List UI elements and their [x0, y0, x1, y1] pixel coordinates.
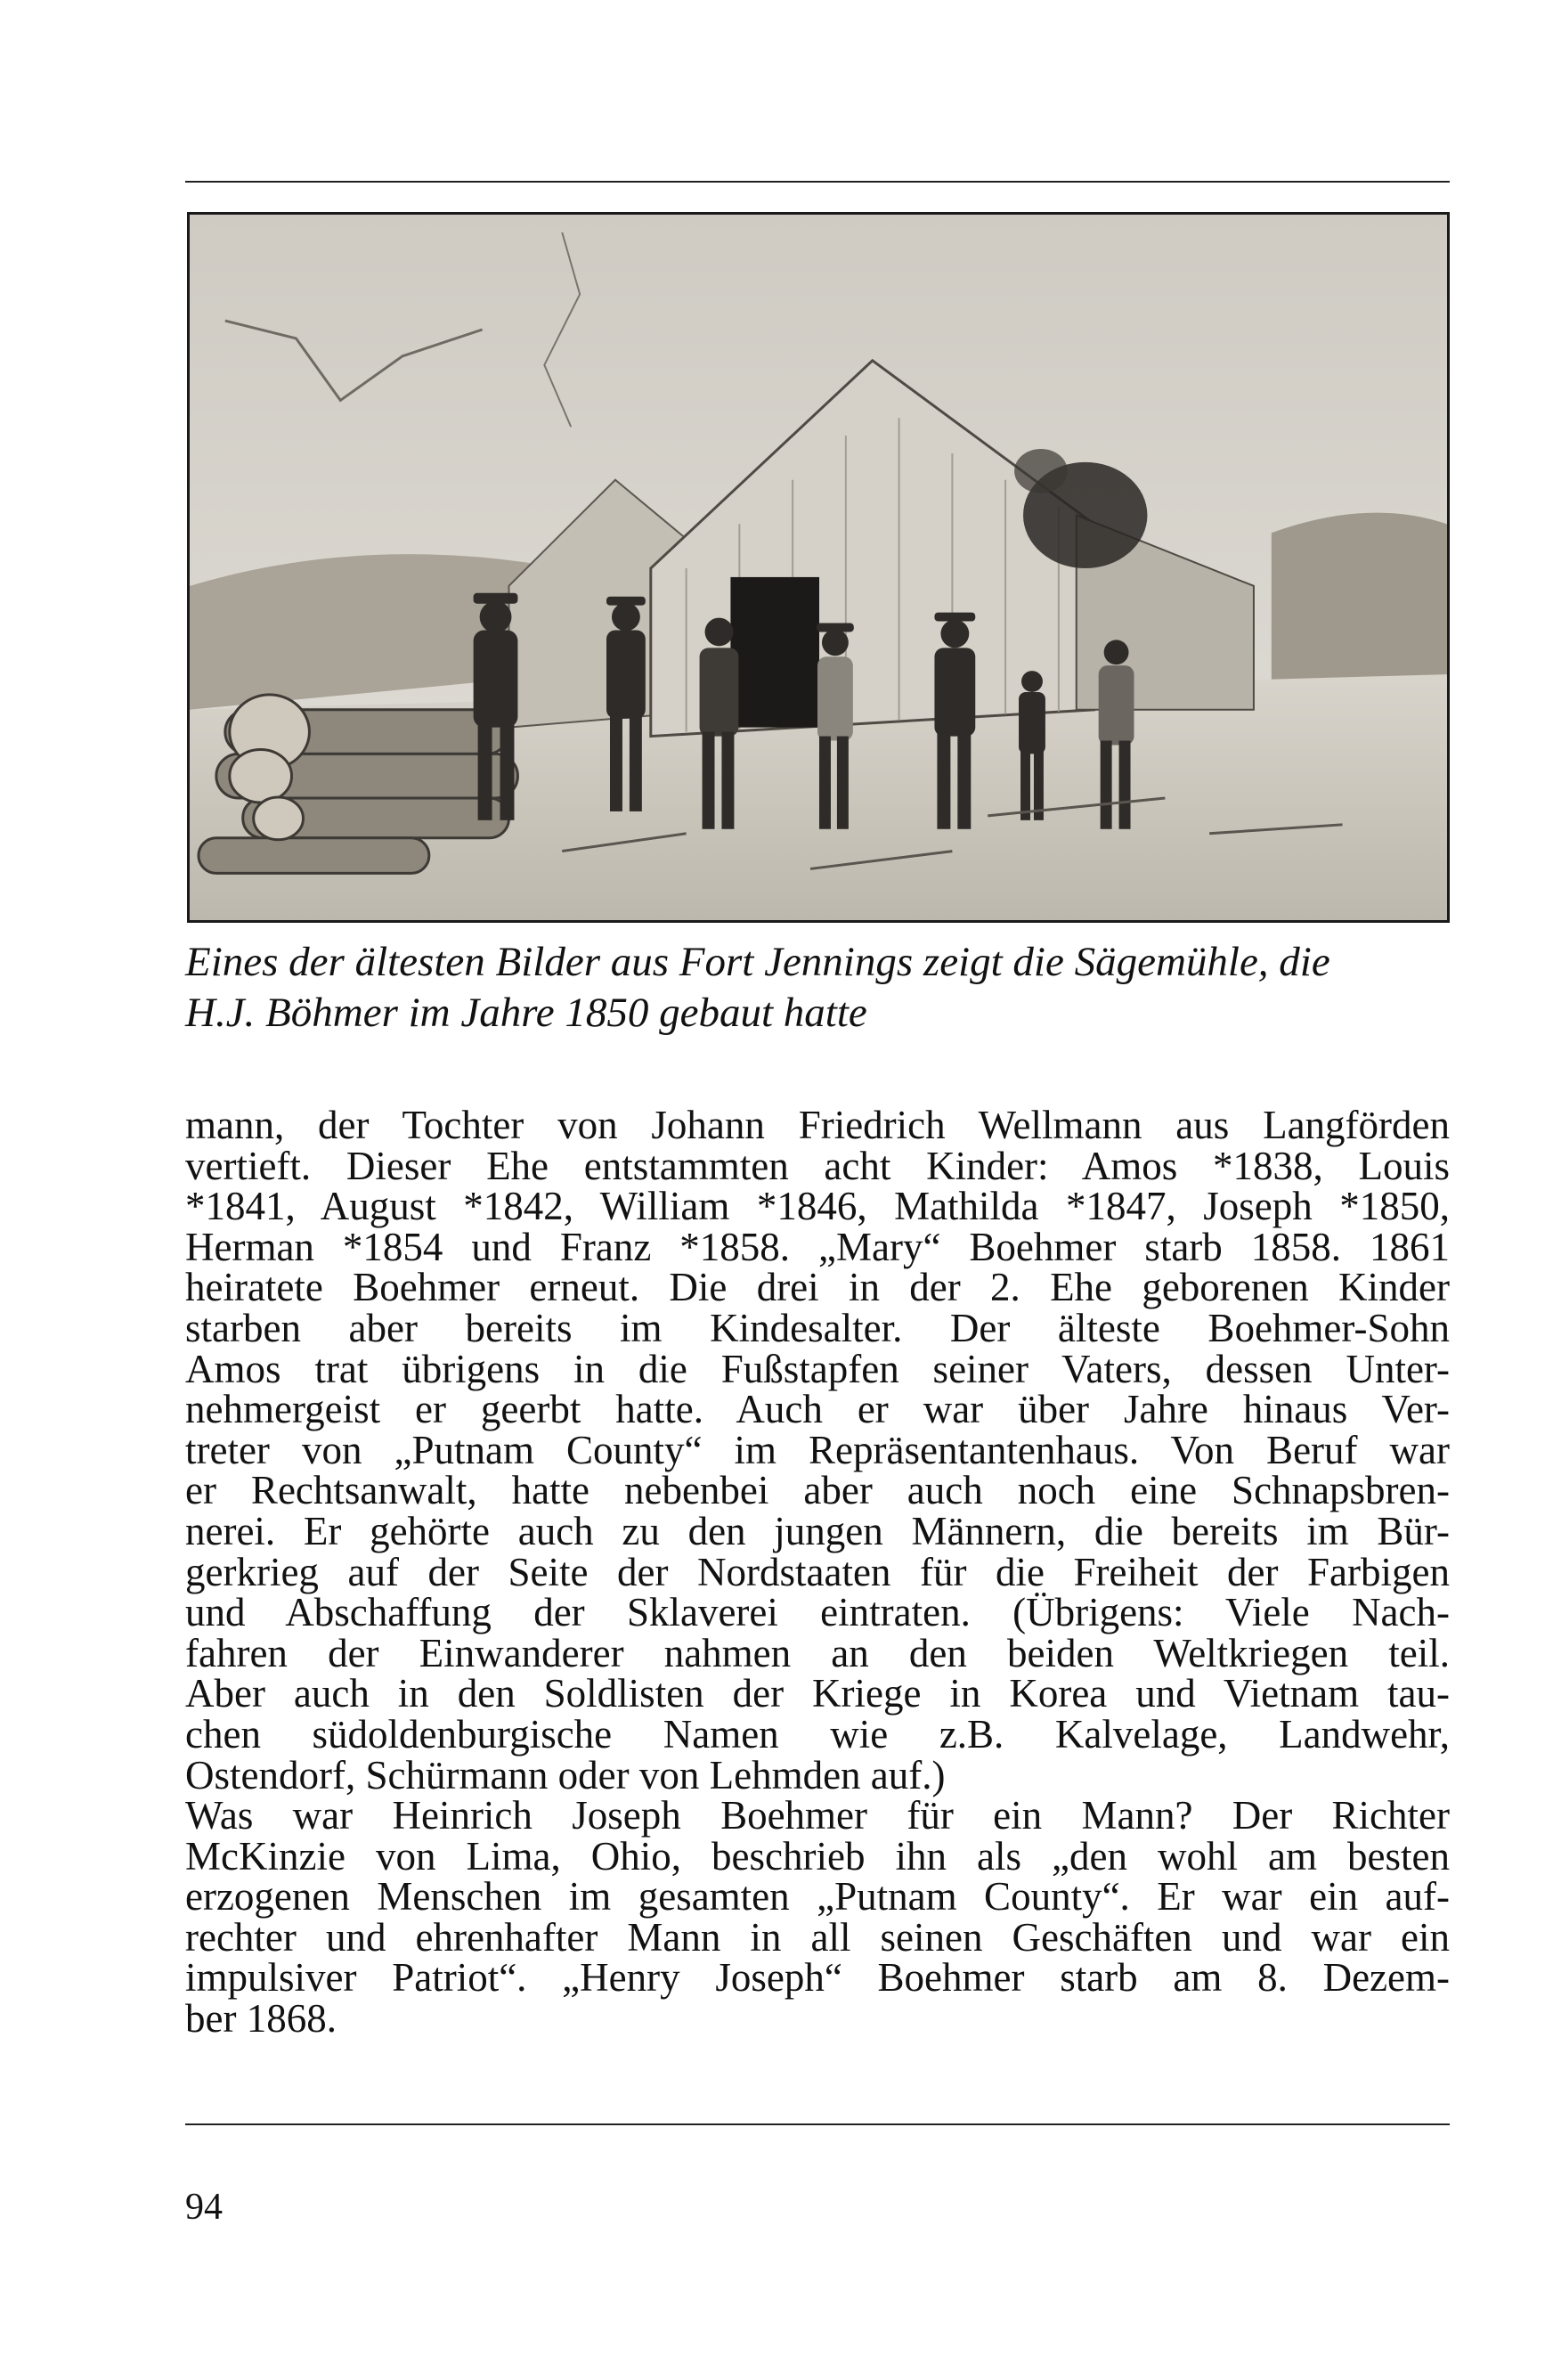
body-line: starben aber bereits im Kindesalter. Der älteste Boehmer-Sohn: [185, 1305, 1450, 1350]
body-line: heiratete Boehmer erneut. Die drei in der 2. Ehe geborenen Kinder: [185, 1265, 1450, 1310]
body-line: ber 1868.: [185, 1996, 337, 2042]
body-line: Herman *1854 und Franz *1858. „Mary“ Boehmer starb 1858. 1861: [185, 1224, 1450, 1269]
body-line: gerkrieg auf der Seite der Nordstaaten für die Freiheit der Farbigen: [185, 1549, 1450, 1594]
photo-caption: [185, 937, 1459, 1039]
body-line: fahren der Einwanderer nahmen an den beiden Weltkriegen teil.: [185, 1630, 1450, 1675]
caption-line: Eines der ältesten Bilder aus Fort Jennings zeigt die Sägemühle, die: [185, 939, 1330, 985]
body-line: Aber auch in den Soldlisten der Kriege in Korea und Vietnam tau-: [185, 1671, 1450, 1716]
page-number: 94: [185, 2187, 223, 2228]
body-text: [185, 1105, 1450, 2040]
body-line: nerei. Er gehörte auch zu den jungen Männern, die bereits im Bür-: [185, 1508, 1450, 1553]
body-line: mann, der Tochter von Johann Friedrich Wellmann aus Langförden: [185, 1103, 1450, 1147]
body-line: nehmergeist er geerbt hatte. Auch er war über Jahre hinaus Ver-: [185, 1387, 1450, 1432]
top-rule: [185, 181, 1450, 183]
body-line: *1841, August *1842, William *1846, Mathilda *1847, Joseph *1850,: [185, 1184, 1450, 1229]
body-line: und Abschaffung der Sklaverei eintraten. (Übrigens: Viele Nach-: [185, 1590, 1450, 1635]
bottom-rule: [185, 2123, 1450, 2125]
caption-line: H.J. Böhmer im Jahre 1850 gebaut hatte: [185, 990, 867, 1036]
body-line: Ostendorf, Schürmann oder von Lehmden auf.): [185, 1752, 946, 1797]
body-line: impulsiver Patriot“. „Henry Joseph“ Boehmer starb am 8. Dezem-: [185, 1955, 1450, 2001]
body-line: er Rechtsanwalt, hatte nebenbei aber auch noch eine Schnapsbren-: [185, 1468, 1450, 1513]
body-line: treter von „Putnam County“ im Repräsentantenhaus. Von Beruf war: [185, 1427, 1450, 1472]
sawmill-photograph: [187, 212, 1450, 923]
body-line: rechter und ehrenhafter Mann in all seinen Geschäften und war ein: [185, 1914, 1450, 1960]
body-line: chen südoldenburgische Namen wie z.B. Kalvelage, Landwehr,: [185, 1711, 1450, 1756]
body-line: vertieft. Dieser Ehe entstammten acht Kinder: Amos *1838, Louis: [185, 1143, 1450, 1188]
sawmill-photo-illustration: [190, 215, 1447, 920]
body-line: Was war Heinrich Joseph Boehmer für ein Mann? Der Richter: [185, 1793, 1450, 1838]
body-line: Amos trat übrigens in die Fußstapfen seiner Vaters, dessen Unter-: [185, 1346, 1450, 1391]
body-line: McKinzie von Lima, Ohio, beschrieb ihn als „den wohl am besten: [185, 1833, 1450, 1879]
body-line: erzogenen Menschen im gesamten „Putnam County“. Er war ein auf-: [185, 1874, 1450, 1919]
